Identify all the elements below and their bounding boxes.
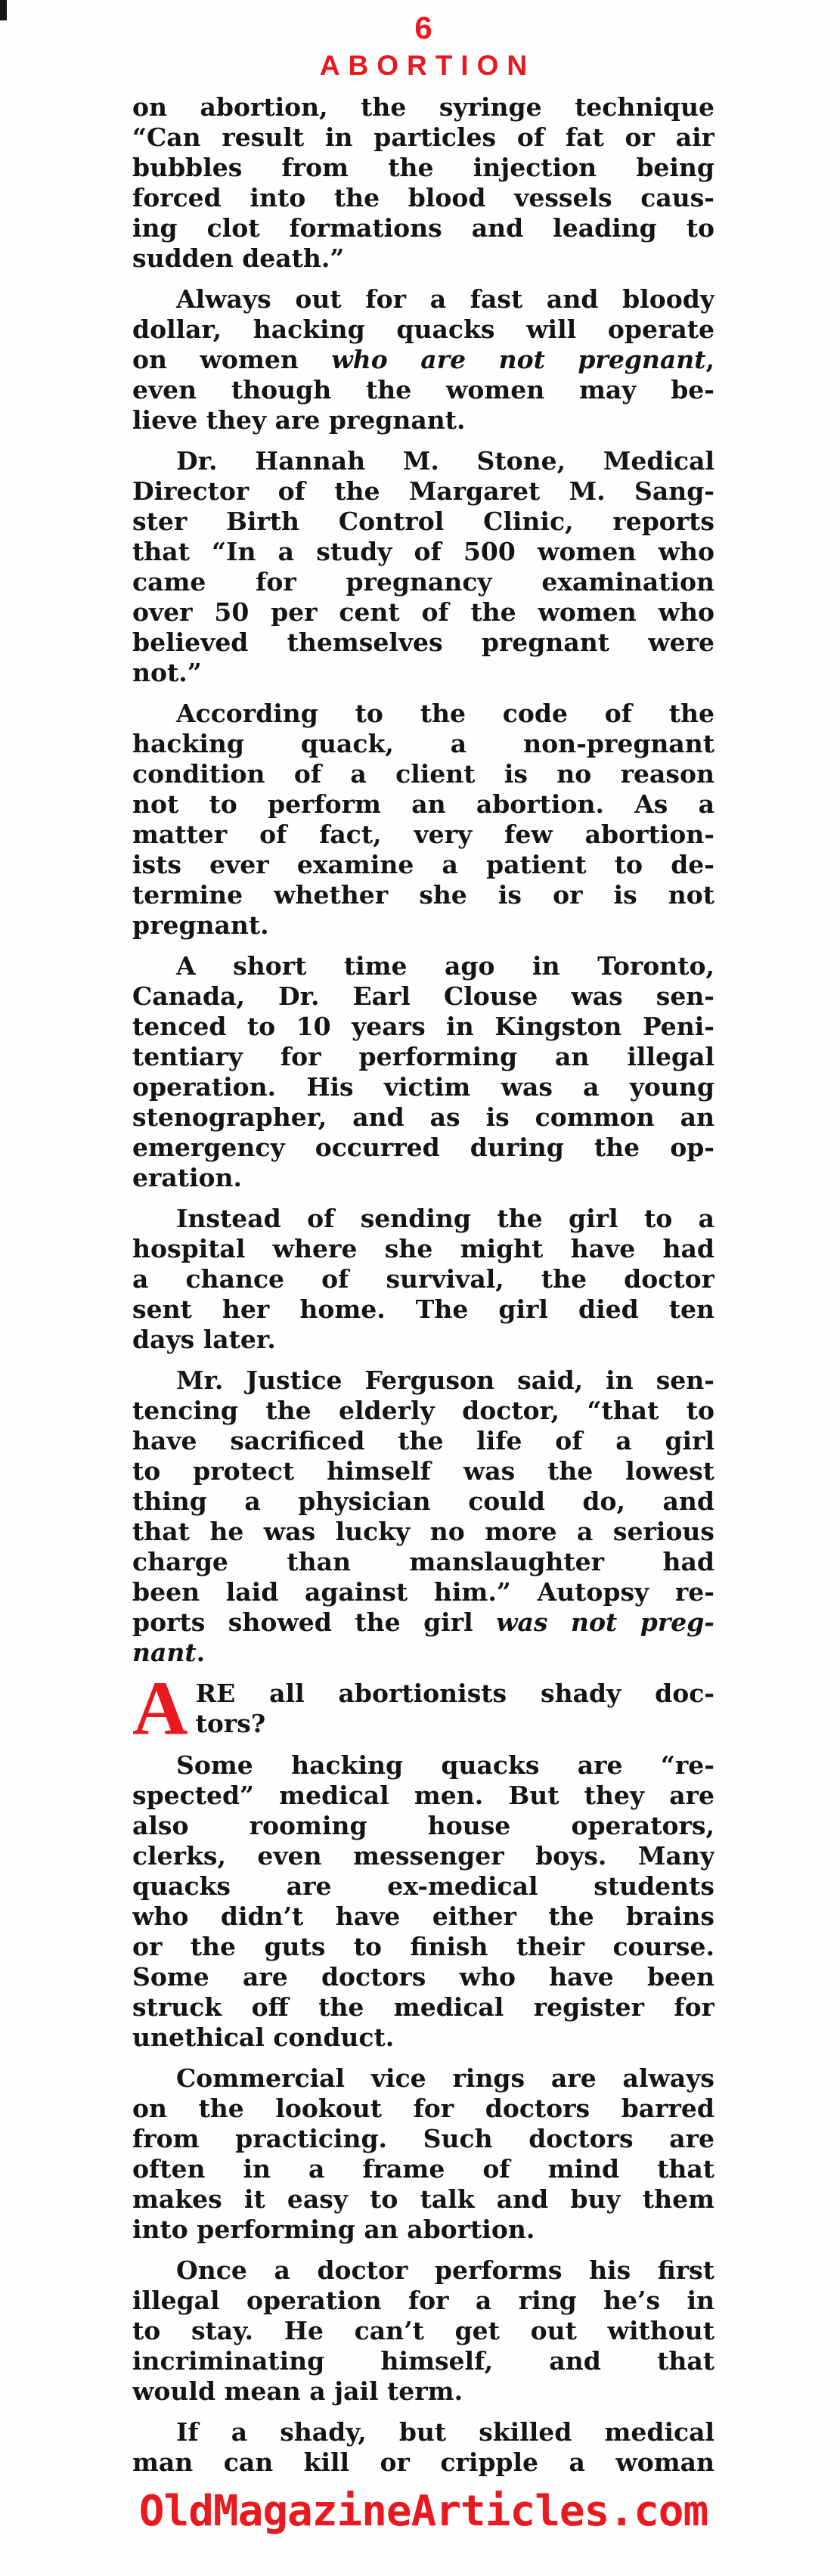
text-line: that he was lucky no more a serious <box>132 1517 714 1546</box>
text-line: sudden death.” <box>132 243 345 273</box>
text-line: Director of the Margaret M. Sang- <box>132 476 714 506</box>
text-line: struck off the medical register for <box>132 1992 714 2022</box>
text-line: days later. <box>132 1325 276 1354</box>
text-line: hacking quack, a non-pregnant <box>132 729 714 758</box>
text-line: spected” medical men. But they are <box>132 1781 714 1810</box>
drop-cap: A <box>132 1679 188 1740</box>
article-title: ABORTION <box>319 50 536 81</box>
text-line: A short time ago in Toronto, <box>176 951 714 981</box>
paragraph <box>132 2255 714 2407</box>
text-line: forced into the blood vessels caus- <box>132 183 714 212</box>
paragraph <box>132 446 714 688</box>
paragraph <box>132 284 714 436</box>
text-line: often in a frame of mind that <box>132 2154 714 2184</box>
text-line: been laid against him.” Autopsy re- <box>132 1577 714 1607</box>
text-line: to stay. He can’t get out without <box>132 2316 714 2345</box>
text-line: clerks, even messenger boys. Many <box>132 1841 714 1871</box>
text-line: Some are doctors who have been <box>132 1962 714 1992</box>
text-line: from practicing. Such doctors are <box>132 2124 714 2153</box>
text-line: charge than manslaughter had <box>132 1547 714 1576</box>
article-column <box>132 12 714 2478</box>
text-line: man can kill or cripple a woman <box>132 2447 714 2477</box>
text-line: According to the code of the <box>176 699 714 728</box>
text-line: on the lookout for doctors barred <box>132 2094 714 2123</box>
text-line: who didn’t have either the brains <box>132 1902 714 1931</box>
paragraph <box>132 2063 714 2245</box>
text-line: termine whether she is or is not <box>132 880 714 910</box>
text-line: dollar, hacking quacks will operate <box>132 315 714 344</box>
text-line: Mr. Justice Ferguson said, in sen- <box>176 1365 714 1395</box>
text-line: ists ever examine a patient to de- <box>132 850 714 879</box>
text-line: If a shady, but skilled medical <box>176 2417 714 2447</box>
text-line: Instead of sending the girl to a <box>176 1204 714 1233</box>
text-line: even though the women may be- <box>132 375 714 405</box>
text-line: on abortion, the syringe technique <box>132 92 714 122</box>
text-line: “Can result in particles of fat or air <box>132 122 714 152</box>
text-line: Dr. Hannah M. Stone, Medical <box>176 446 714 476</box>
text-line: Once a doctor performs his first <box>176 2255 714 2285</box>
article-body <box>132 92 714 2478</box>
text-line: condition of a client is no reason <box>132 759 714 789</box>
text-line: lieve they are pregnant. <box>132 405 466 435</box>
text-line: ports showed the girl was not preg- <box>132 1607 714 1637</box>
text-line: sent her home. The girl died ten <box>132 1294 714 1324</box>
paragraph <box>132 92 714 274</box>
text-line: into performing an abortion. <box>132 2215 535 2244</box>
text-line: quacks are ex-medical students <box>132 1871 714 1901</box>
text-line: believed themselves pregnant were <box>132 628 714 657</box>
text-line: also rooming house operators, <box>132 1811 714 1840</box>
text-line: or the guts to finish their course. <box>132 1932 714 1961</box>
paragraph <box>132 1750 714 2053</box>
text-line: ing clot formations and leading to <box>132 213 714 243</box>
text-line: tencing the elderly doctor, “that to <box>132 1396 714 1425</box>
text-line: unethical conduct. <box>132 2023 395 2052</box>
text-line: stenographer, and as is common an <box>132 1102 714 1132</box>
text-line: bubbles from the injection being <box>132 153 714 182</box>
text-line: thing a physician could do, and <box>132 1486 714 1516</box>
text-line: that “In a study of 500 women who <box>132 537 714 566</box>
paragraph <box>132 699 714 941</box>
text-line: pregnant. <box>132 910 269 940</box>
text-line: operation. His victim was a young <box>132 1072 714 1102</box>
paragraph <box>132 1365 714 1668</box>
text-line: have sacrificed the life of a girl <box>132 1426 714 1455</box>
text-line: hospital where she might have had <box>132 1234 714 1263</box>
paragraph <box>132 951 714 1193</box>
text-line: over 50 per cent of the women who <box>132 597 714 627</box>
text-line: not to perform an abortion. As a <box>132 789 714 819</box>
text-line: to protect himself was the lowest <box>132 1456 714 1486</box>
watermark-site-name: OldMagazineArticles.com <box>138 2487 708 2536</box>
paragraph <box>132 1204 714 1355</box>
text-line: a chance of survival, the doctor <box>132 1264 714 1294</box>
text-line: eration. <box>132 1163 243 1192</box>
text-line: illegal operation for a ring he’s in <box>132 2286 714 2315</box>
text-line: Always out for a fast and bloody <box>176 284 714 314</box>
text-line: tors? <box>195 1709 266 1738</box>
text-line: not.” <box>132 658 202 687</box>
text-line: Canada, Dr. Earl Clouse was sen- <box>132 981 714 1011</box>
page-number: 6 <box>414 10 432 45</box>
paragraph <box>132 2417 714 2478</box>
scan-edge-artifact <box>0 0 7 20</box>
text-line: came for pregnancy examination <box>132 567 714 597</box>
text-line: emergency occurred during the op- <box>132 1133 714 1162</box>
text-line: nant. <box>132 1638 206 1667</box>
text-line: RE all abortionists shady doc- <box>195 1679 714 1708</box>
text-line: ster Birth Control Clinic, reports <box>132 507 714 536</box>
text-line: matter of fact, very few abortion- <box>132 820 714 849</box>
text-line: would mean a jail term. <box>132 2376 463 2406</box>
text-line: Some hacking quacks are “re- <box>176 1750 714 1780</box>
text-line: incriminating himself, and that <box>132 2346 714 2376</box>
text-line: makes it easy to talk and buy them <box>132 2184 714 2214</box>
text-line: on women who are not pregnant, <box>132 345 714 374</box>
text-line: tentiary for performing an illegal <box>132 1042 714 1071</box>
text-line: Commercial vice rings are always <box>176 2063 714 2093</box>
text-line: tenced to 10 years in Kingston Peni- <box>132 1012 714 1041</box>
paragraph <box>132 1679 714 1740</box>
